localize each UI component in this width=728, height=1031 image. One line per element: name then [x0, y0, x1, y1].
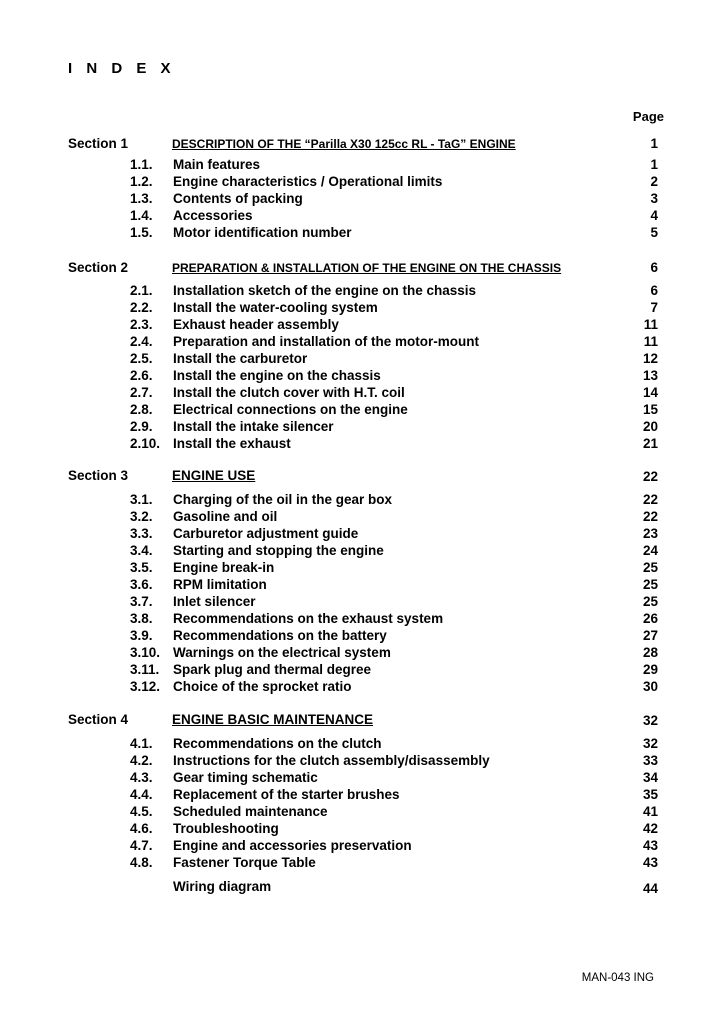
entry-label: Install the engine on the chassis [173, 368, 381, 383]
toc-entry[interactable] [0, 208, 728, 225]
entry-page: 26 [642, 611, 658, 626]
wiring-diagram-page: 44 [642, 881, 658, 896]
toc-entry[interactable] [0, 628, 728, 645]
entry-number: 3.11. [130, 662, 160, 677]
section-label: Section 1 [68, 136, 129, 151]
entry-label: Choice of the sprocket ratio [173, 679, 352, 694]
entry-number: 1.1. [130, 157, 153, 172]
entry-number: 4.4. [130, 787, 153, 802]
entry-page: 25 [642, 594, 658, 609]
entry-number: 3.9. [130, 628, 153, 643]
toc-entry[interactable] [0, 225, 728, 242]
entry-number: 2.6. [130, 368, 153, 383]
entry-label: Installation sketch of the engine on the chassis [173, 283, 477, 298]
entry-label: Install the exhaust [173, 436, 291, 451]
toc-entry[interactable] [0, 174, 728, 191]
entry-label: RPM limitation [173, 577, 267, 592]
section-page-number: 32 [642, 713, 658, 728]
entry-number: 2.5. [130, 351, 153, 366]
entry-number: 1.5. [130, 225, 153, 240]
entry-page: 29 [642, 662, 658, 677]
entry-page: 14 [642, 385, 658, 400]
wiring-diagram-label: Wiring diagram [173, 879, 272, 894]
toc-entry[interactable] [0, 419, 728, 436]
entry-label: Motor identification number [173, 225, 352, 240]
toc-entry[interactable] [0, 736, 728, 753]
entry-label: Replacement of the starter brushes [173, 787, 400, 802]
toc-entry[interactable] [0, 645, 728, 662]
entry-label: Instructions for the clutch assembly/disassembly [173, 753, 490, 768]
entry-page: 12 [642, 351, 658, 366]
entry-page: 13 [642, 368, 658, 383]
toc-entry[interactable] [0, 283, 728, 300]
entry-page: 27 [642, 628, 658, 643]
entry-label: Install the intake silencer [173, 419, 334, 434]
entry-label: Starting and stopping the engine [173, 543, 384, 558]
entry-number: 2.9. [130, 419, 153, 434]
toc-entry[interactable] [0, 753, 728, 770]
entry-label: Engine and accessories preservation [173, 838, 412, 853]
wiring-diagram-entry[interactable] [0, 879, 728, 896]
entry-label: Inlet silencer [173, 594, 256, 609]
entry-number: 3.12. [130, 679, 161, 694]
entry-label: Spark plug and thermal degree [173, 662, 372, 677]
entry-page: 4 [650, 208, 658, 223]
toc-entry[interactable] [0, 787, 728, 804]
entry-page: 41 [642, 804, 658, 819]
index-title: I N D E X [68, 60, 176, 77]
entry-page: 3 [650, 191, 658, 206]
entry-page: 7 [650, 300, 658, 315]
entry-number: 4.1. [130, 736, 153, 751]
entry-number: 2.1. [130, 283, 153, 298]
entry-label: Recommendations on the battery [173, 628, 387, 643]
entry-number: 2.7. [130, 385, 153, 400]
toc-entry[interactable] [0, 157, 728, 174]
toc-entry[interactable] [0, 402, 728, 419]
entry-page: 15 [642, 402, 658, 417]
entry-page: 28 [642, 645, 658, 660]
entry-label: Gasoline and oil [173, 509, 278, 524]
entry-page: 11 [643, 317, 658, 332]
entry-number: 4.6. [130, 821, 153, 836]
toc-entry[interactable] [0, 492, 728, 509]
entry-number: 4.5. [130, 804, 153, 819]
section-label: Section 4 [68, 712, 129, 727]
entry-page: 23 [642, 526, 658, 541]
toc-entry[interactable] [0, 679, 728, 696]
entry-page: 30 [642, 679, 658, 694]
entry-page: 34 [642, 770, 658, 785]
entry-page: 43 [642, 855, 658, 870]
entry-page: 25 [642, 560, 658, 575]
entry-page: 35 [642, 787, 658, 802]
toc-entry[interactable] [0, 334, 728, 351]
toc-entry[interactable] [0, 611, 728, 628]
entry-page: 11 [643, 334, 658, 349]
entry-page: 42 [642, 821, 658, 836]
entry-label: Warnings on the electrical system [173, 645, 391, 660]
entry-page: 43 [642, 838, 658, 853]
entry-page: 32 [642, 736, 658, 751]
entry-number: 4.7. [130, 838, 153, 853]
entry-number: 1.3. [130, 191, 153, 206]
toc-entry[interactable] [0, 838, 728, 855]
entry-label: Gear timing schematic [173, 770, 318, 785]
entry-label: Troubleshooting [173, 821, 279, 836]
entry-label: Contents of packing [173, 191, 303, 206]
toc-entry[interactable] [0, 191, 728, 208]
entry-number: 4.2. [130, 753, 153, 768]
entry-number: 3.4. [130, 543, 153, 558]
entry-number: 3.3. [130, 526, 153, 541]
entry-label: Fastener Torque Table [173, 855, 316, 870]
entry-page: 21 [642, 436, 658, 451]
entry-number: 2.10. [130, 436, 161, 451]
section-title-link[interactable]: ENGINE BASIC MAINTENANCE [172, 712, 374, 727]
entry-number: 2.3. [130, 317, 153, 332]
entry-number: 3.1. [130, 492, 153, 507]
document-code-footer: MAN-043 ING [581, 972, 654, 984]
page-column-header: Page [632, 109, 664, 124]
entry-number: 3.7. [130, 594, 153, 609]
entry-page: 25 [642, 577, 658, 592]
section-title-link[interactable]: DESCRIPTION OF THE “Parilla X30 125cc RL - TaG” ENGINE [172, 137, 516, 151]
entry-page: 22 [642, 509, 658, 524]
entry-page: 22 [642, 492, 658, 507]
section-title-link[interactable]: PREPARATION & INSTALLATION OF THE ENGINE ON THE CHASSIS [172, 261, 562, 275]
entry-number: 2.2. [130, 300, 153, 315]
toc-entry[interactable] [0, 385, 728, 402]
toc-entry[interactable] [0, 855, 728, 872]
entry-label: Accessories [173, 208, 253, 223]
toc-entry[interactable] [0, 436, 728, 453]
entry-label: Install the carburetor [173, 351, 308, 366]
entry-number: 1.4. [130, 208, 153, 223]
entry-page: 33 [642, 753, 658, 768]
entry-number: 3.8. [130, 611, 153, 626]
entry-label: Exhaust header assembly [173, 317, 339, 332]
entry-number: 2.4. [130, 334, 153, 349]
toc-entry[interactable] [0, 543, 728, 560]
toc-entry[interactable] [0, 526, 728, 543]
entry-label: Install the water-cooling system [173, 300, 378, 315]
entry-number: 3.10. [130, 645, 161, 660]
entry-label: Recommendations on the clutch [173, 736, 382, 751]
toc-entry[interactable] [0, 662, 728, 679]
toc-entry[interactable] [0, 804, 728, 821]
entry-page: 5 [650, 225, 658, 240]
entry-number: 4.8. [130, 855, 153, 870]
toc-entry[interactable] [0, 351, 728, 368]
section-label: Section 2 [68, 260, 129, 275]
entry-label: Charging of the oil in the gear box [173, 492, 393, 507]
section-page-number: 6 [650, 260, 658, 275]
entry-number: 3.6. [130, 577, 153, 592]
entry-label: Main features [173, 157, 261, 172]
toc-entry[interactable] [0, 368, 728, 385]
toc-entry[interactable] [0, 577, 728, 594]
entry-page: 6 [650, 283, 658, 298]
toc-entry[interactable] [0, 509, 728, 526]
entry-label: Recommendations on the exhaust system [173, 611, 444, 626]
section-page-number: 1 [650, 136, 658, 151]
entry-label: Carburetor adjustment guide [173, 526, 359, 541]
toc-entry[interactable] [0, 300, 728, 317]
entry-label: Electrical connections on the engine [173, 402, 408, 417]
entry-page: 1 [650, 157, 658, 172]
toc-entry[interactable] [0, 594, 728, 611]
entry-label: Engine characteristics / Operational limits [173, 174, 443, 189]
toc-entry[interactable] [0, 821, 728, 838]
toc-entry[interactable] [0, 770, 728, 787]
toc-entry[interactable] [0, 560, 728, 577]
entry-number: 4.3. [130, 770, 153, 785]
entry-number: 3.5. [130, 560, 153, 575]
entry-label: Install the clutch cover with H.T. coil [173, 385, 405, 400]
toc-entry[interactable] [0, 317, 728, 334]
entry-label: Engine break-in [173, 560, 275, 575]
entry-label: Scheduled maintenance [173, 804, 328, 819]
entry-page: 24 [642, 543, 658, 558]
section-label: Section 3 [68, 468, 129, 483]
section-page-number: 22 [642, 469, 658, 484]
entry-label: Preparation and installation of the motor-mount [173, 334, 480, 349]
entry-page: 20 [642, 419, 658, 434]
entry-number: 2.8. [130, 402, 153, 417]
entry-number: 3.2. [130, 509, 153, 524]
entry-number: 1.2. [130, 174, 153, 189]
entry-page: 2 [650, 174, 658, 189]
section-title-link[interactable]: ENGINE USE [172, 468, 256, 483]
